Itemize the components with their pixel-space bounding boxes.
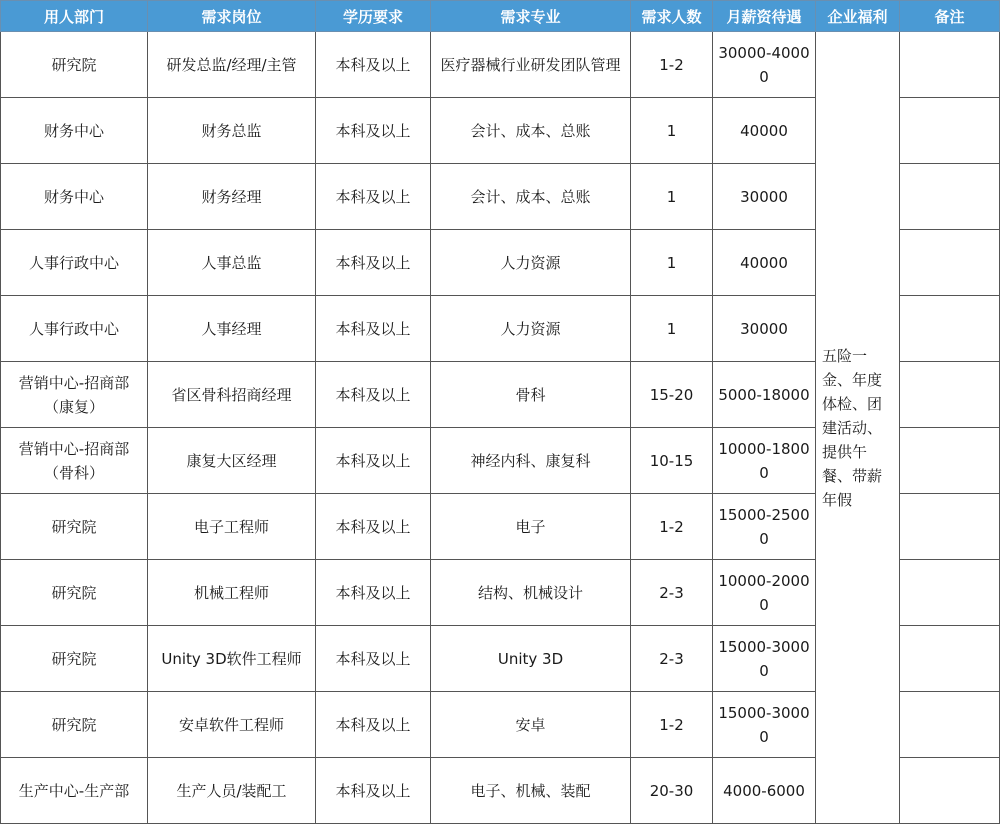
- education-cell: 本科及以上: [316, 560, 431, 626]
- position-cell: 研发总监/经理/主管: [148, 32, 316, 98]
- salary-cell: 15000-30000: [713, 692, 816, 758]
- major-cell: 会计、成本、总账: [431, 164, 631, 230]
- header-salary: 月薪资待遇: [713, 1, 816, 32]
- header-dept: 用人部门: [1, 1, 148, 32]
- major-cell: Unity 3D: [431, 626, 631, 692]
- count-cell: 1: [631, 230, 713, 296]
- dept-cell: 财务中心: [1, 164, 148, 230]
- position-cell: 人事经理: [148, 296, 316, 362]
- count-cell: 1-2: [631, 32, 713, 98]
- header-row: [1, 1, 1000, 32]
- notes-cell: [900, 164, 1000, 230]
- dept-cell: 人事行政中心: [1, 296, 148, 362]
- position-cell: 人事总监: [148, 230, 316, 296]
- salary-cell: 10000-18000: [713, 428, 816, 494]
- salary-cell: 30000: [713, 296, 816, 362]
- position-cell: 财务总监: [148, 98, 316, 164]
- salary-cell: 4000-6000: [713, 758, 816, 824]
- salary-cell: 10000-20000: [713, 560, 816, 626]
- major-cell: 电子: [431, 494, 631, 560]
- position-cell: 生产人员/装配工: [148, 758, 316, 824]
- count-cell: 10-15: [631, 428, 713, 494]
- major-cell: 电子、机械、装配: [431, 758, 631, 824]
- education-cell: 本科及以上: [316, 428, 431, 494]
- salary-cell: 15000-25000: [713, 494, 816, 560]
- salary-cell: 15000-30000: [713, 626, 816, 692]
- dept-cell: 研究院: [1, 32, 148, 98]
- salary-cell: 5000-18000: [713, 362, 816, 428]
- notes-cell: [900, 428, 1000, 494]
- position-cell: 财务经理: [148, 164, 316, 230]
- education-cell: 本科及以上: [316, 758, 431, 824]
- count-cell: 1: [631, 98, 713, 164]
- education-cell: 本科及以上: [316, 98, 431, 164]
- education-cell: 本科及以上: [316, 32, 431, 98]
- position-cell: 电子工程师: [148, 494, 316, 560]
- dept-cell: 研究院: [1, 692, 148, 758]
- header-major: 需求专业: [431, 1, 631, 32]
- education-cell: 本科及以上: [316, 230, 431, 296]
- header-notes: 备注: [900, 1, 1000, 32]
- major-cell: 人力资源: [431, 296, 631, 362]
- position-cell: 省区骨科招商经理: [148, 362, 316, 428]
- header-benefits: 企业福利: [816, 1, 900, 32]
- education-cell: 本科及以上: [316, 692, 431, 758]
- benefits-text: 五险一金、年度体检、团建活动、提供午餐、带薪年假: [822, 346, 883, 509]
- notes-cell: [900, 32, 1000, 98]
- education-cell: 本科及以上: [316, 626, 431, 692]
- position-cell: Unity 3D软件工程师: [148, 626, 316, 692]
- dept-cell: 研究院: [1, 626, 148, 692]
- count-cell: 2-3: [631, 560, 713, 626]
- notes-cell: [900, 296, 1000, 362]
- education-cell: 本科及以上: [316, 296, 431, 362]
- position-cell: 安卓软件工程师: [148, 692, 316, 758]
- notes-cell: [900, 362, 1000, 428]
- count-cell: 1: [631, 164, 713, 230]
- dept-cell: 营销中心-招商部（骨科）: [1, 428, 148, 494]
- salary-cell: 40000: [713, 230, 816, 296]
- count-cell: 1-2: [631, 692, 713, 758]
- count-cell: 20-30: [631, 758, 713, 824]
- count-cell: 1-2: [631, 494, 713, 560]
- salary-cell: 30000-40000: [713, 32, 816, 98]
- table-row: [1, 32, 1000, 98]
- position-cell: 康复大区经理: [148, 428, 316, 494]
- major-cell: 神经内科、康复科: [431, 428, 631, 494]
- notes-cell: [900, 626, 1000, 692]
- major-cell: 会计、成本、总账: [431, 98, 631, 164]
- notes-cell: [900, 560, 1000, 626]
- salary-cell: 30000: [713, 164, 816, 230]
- dept-cell: 生产中心-生产部: [1, 758, 148, 824]
- major-cell: 人力资源: [431, 230, 631, 296]
- notes-cell: [900, 230, 1000, 296]
- major-cell: 医疗器械行业研发团队管理: [431, 32, 631, 98]
- notes-cell: [900, 758, 1000, 824]
- education-cell: 本科及以上: [316, 362, 431, 428]
- major-cell: 结构、机械设计: [431, 560, 631, 626]
- major-cell: 骨科: [431, 362, 631, 428]
- salary-cell: 40000: [713, 98, 816, 164]
- major-cell: 安卓: [431, 692, 631, 758]
- education-cell: 本科及以上: [316, 494, 431, 560]
- dept-cell: 营销中心-招商部（康复）: [1, 362, 148, 428]
- notes-cell: [900, 98, 1000, 164]
- notes-cell: [900, 494, 1000, 560]
- dept-cell: 研究院: [1, 494, 148, 560]
- education-cell: 本科及以上: [316, 164, 431, 230]
- dept-cell: 财务中心: [1, 98, 148, 164]
- dept-cell: 人事行政中心: [1, 230, 148, 296]
- position-cell: 机械工程师: [148, 560, 316, 626]
- header-education: 学历要求: [316, 1, 431, 32]
- dept-cell: 研究院: [1, 560, 148, 626]
- count-cell: 15-20: [631, 362, 713, 428]
- count-cell: 1: [631, 296, 713, 362]
- notes-cell: [900, 692, 1000, 758]
- benefits-cell: [816, 32, 900, 824]
- header-position: 需求岗位: [148, 1, 316, 32]
- header-count: 需求人数: [631, 1, 713, 32]
- count-cell: 2-3: [631, 626, 713, 692]
